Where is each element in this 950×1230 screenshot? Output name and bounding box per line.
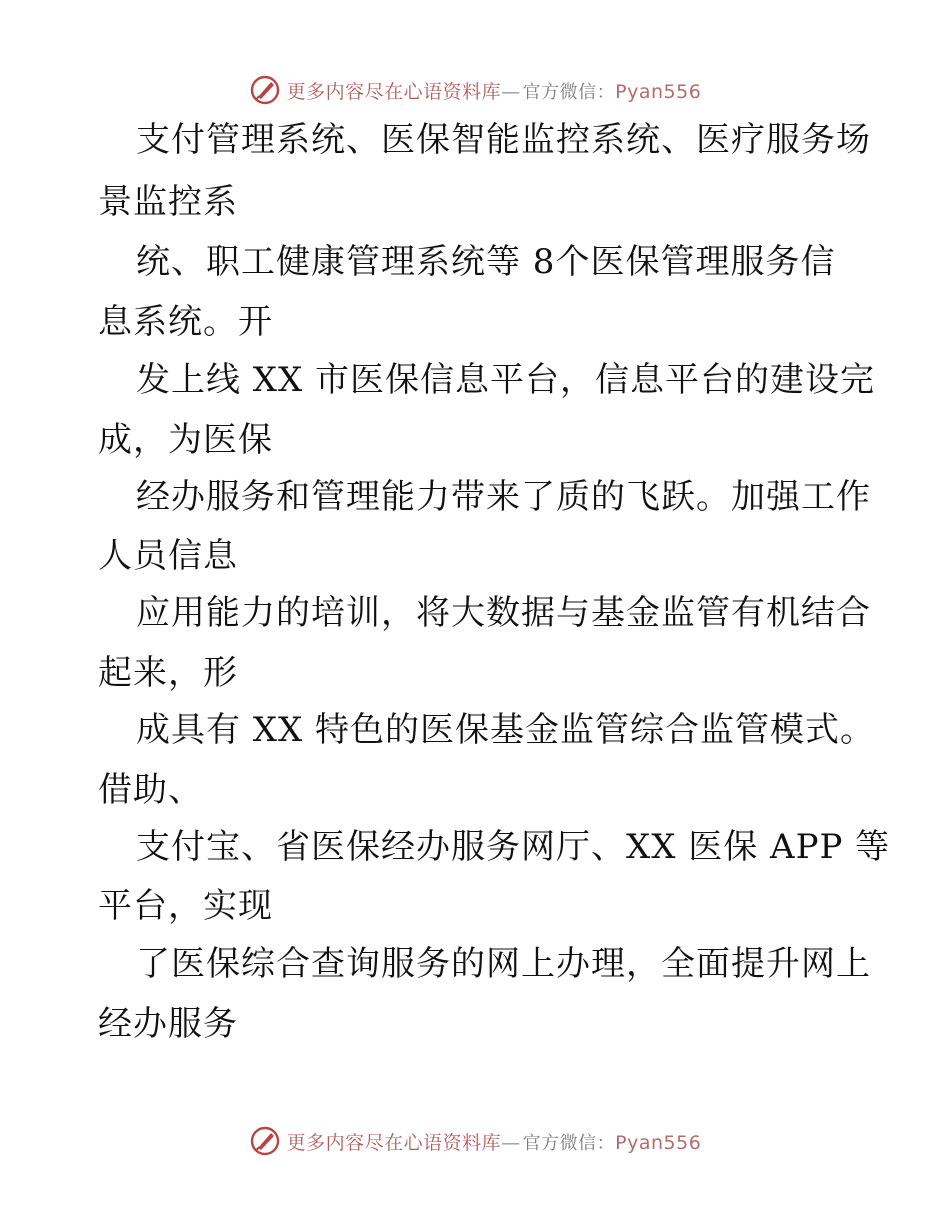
body-line: 成，为医保 <box>98 420 273 460</box>
body-line: 景监控系 <box>98 182 238 222</box>
watermark-wechat-label: 官方微信： <box>522 1132 616 1154</box>
quill-pen-seal-icon <box>249 74 281 106</box>
body-line: 起来，形 <box>98 653 238 693</box>
body-line: 发上线 XX 市医保信息平台，信息平台的建设完 <box>136 360 876 400</box>
header-watermark <box>0 70 950 110</box>
footer-watermark <box>0 1121 950 1161</box>
body-line: 人员信息 <box>98 536 238 576</box>
body-line: 经办服务和管理能力带来了质的飞跃。加强工作 <box>136 477 871 517</box>
quill-pen-seal-icon <box>249 1125 281 1157</box>
body-line: 平台，实现 <box>98 886 273 926</box>
body-line: 统、职工健康管理系统等 8个医保管理服务信 <box>136 242 836 282</box>
watermark-wechat-id: Pyan556 <box>615 1131 702 1154</box>
body-line: 应用能力的培训，将大数据与基金监管有机结合 <box>136 593 871 633</box>
watermark-brand: 更多内容尽在心语资料库 <box>286 80 502 103</box>
body-line: 支付宝、省医保经办服务网厅、XX 医保 APP 等 <box>136 827 891 867</box>
body-line: 支付管理系统、医保智能监控系统、医疗服务场 <box>136 120 871 160</box>
body-line: 借助、 <box>98 770 203 810</box>
watermark-wechat-label: 官方微信： <box>522 81 616 103</box>
watermark-dash: — <box>501 1131 521 1154</box>
watermark-wechat-id: Pyan556 <box>615 80 702 103</box>
watermark-brand: 更多内容尽在心语资料库 <box>286 1131 502 1154</box>
body-line: 经办服务 <box>98 1004 238 1044</box>
body-line: 息系统。开 <box>98 302 273 342</box>
body-line: 了医保综合查询服务的网上办理，全面提升网上 <box>136 944 871 984</box>
body-line: 成具有 XX 特色的医保基金监管综合监管模式。 <box>136 710 876 750</box>
watermark-dash: — <box>501 80 521 103</box>
